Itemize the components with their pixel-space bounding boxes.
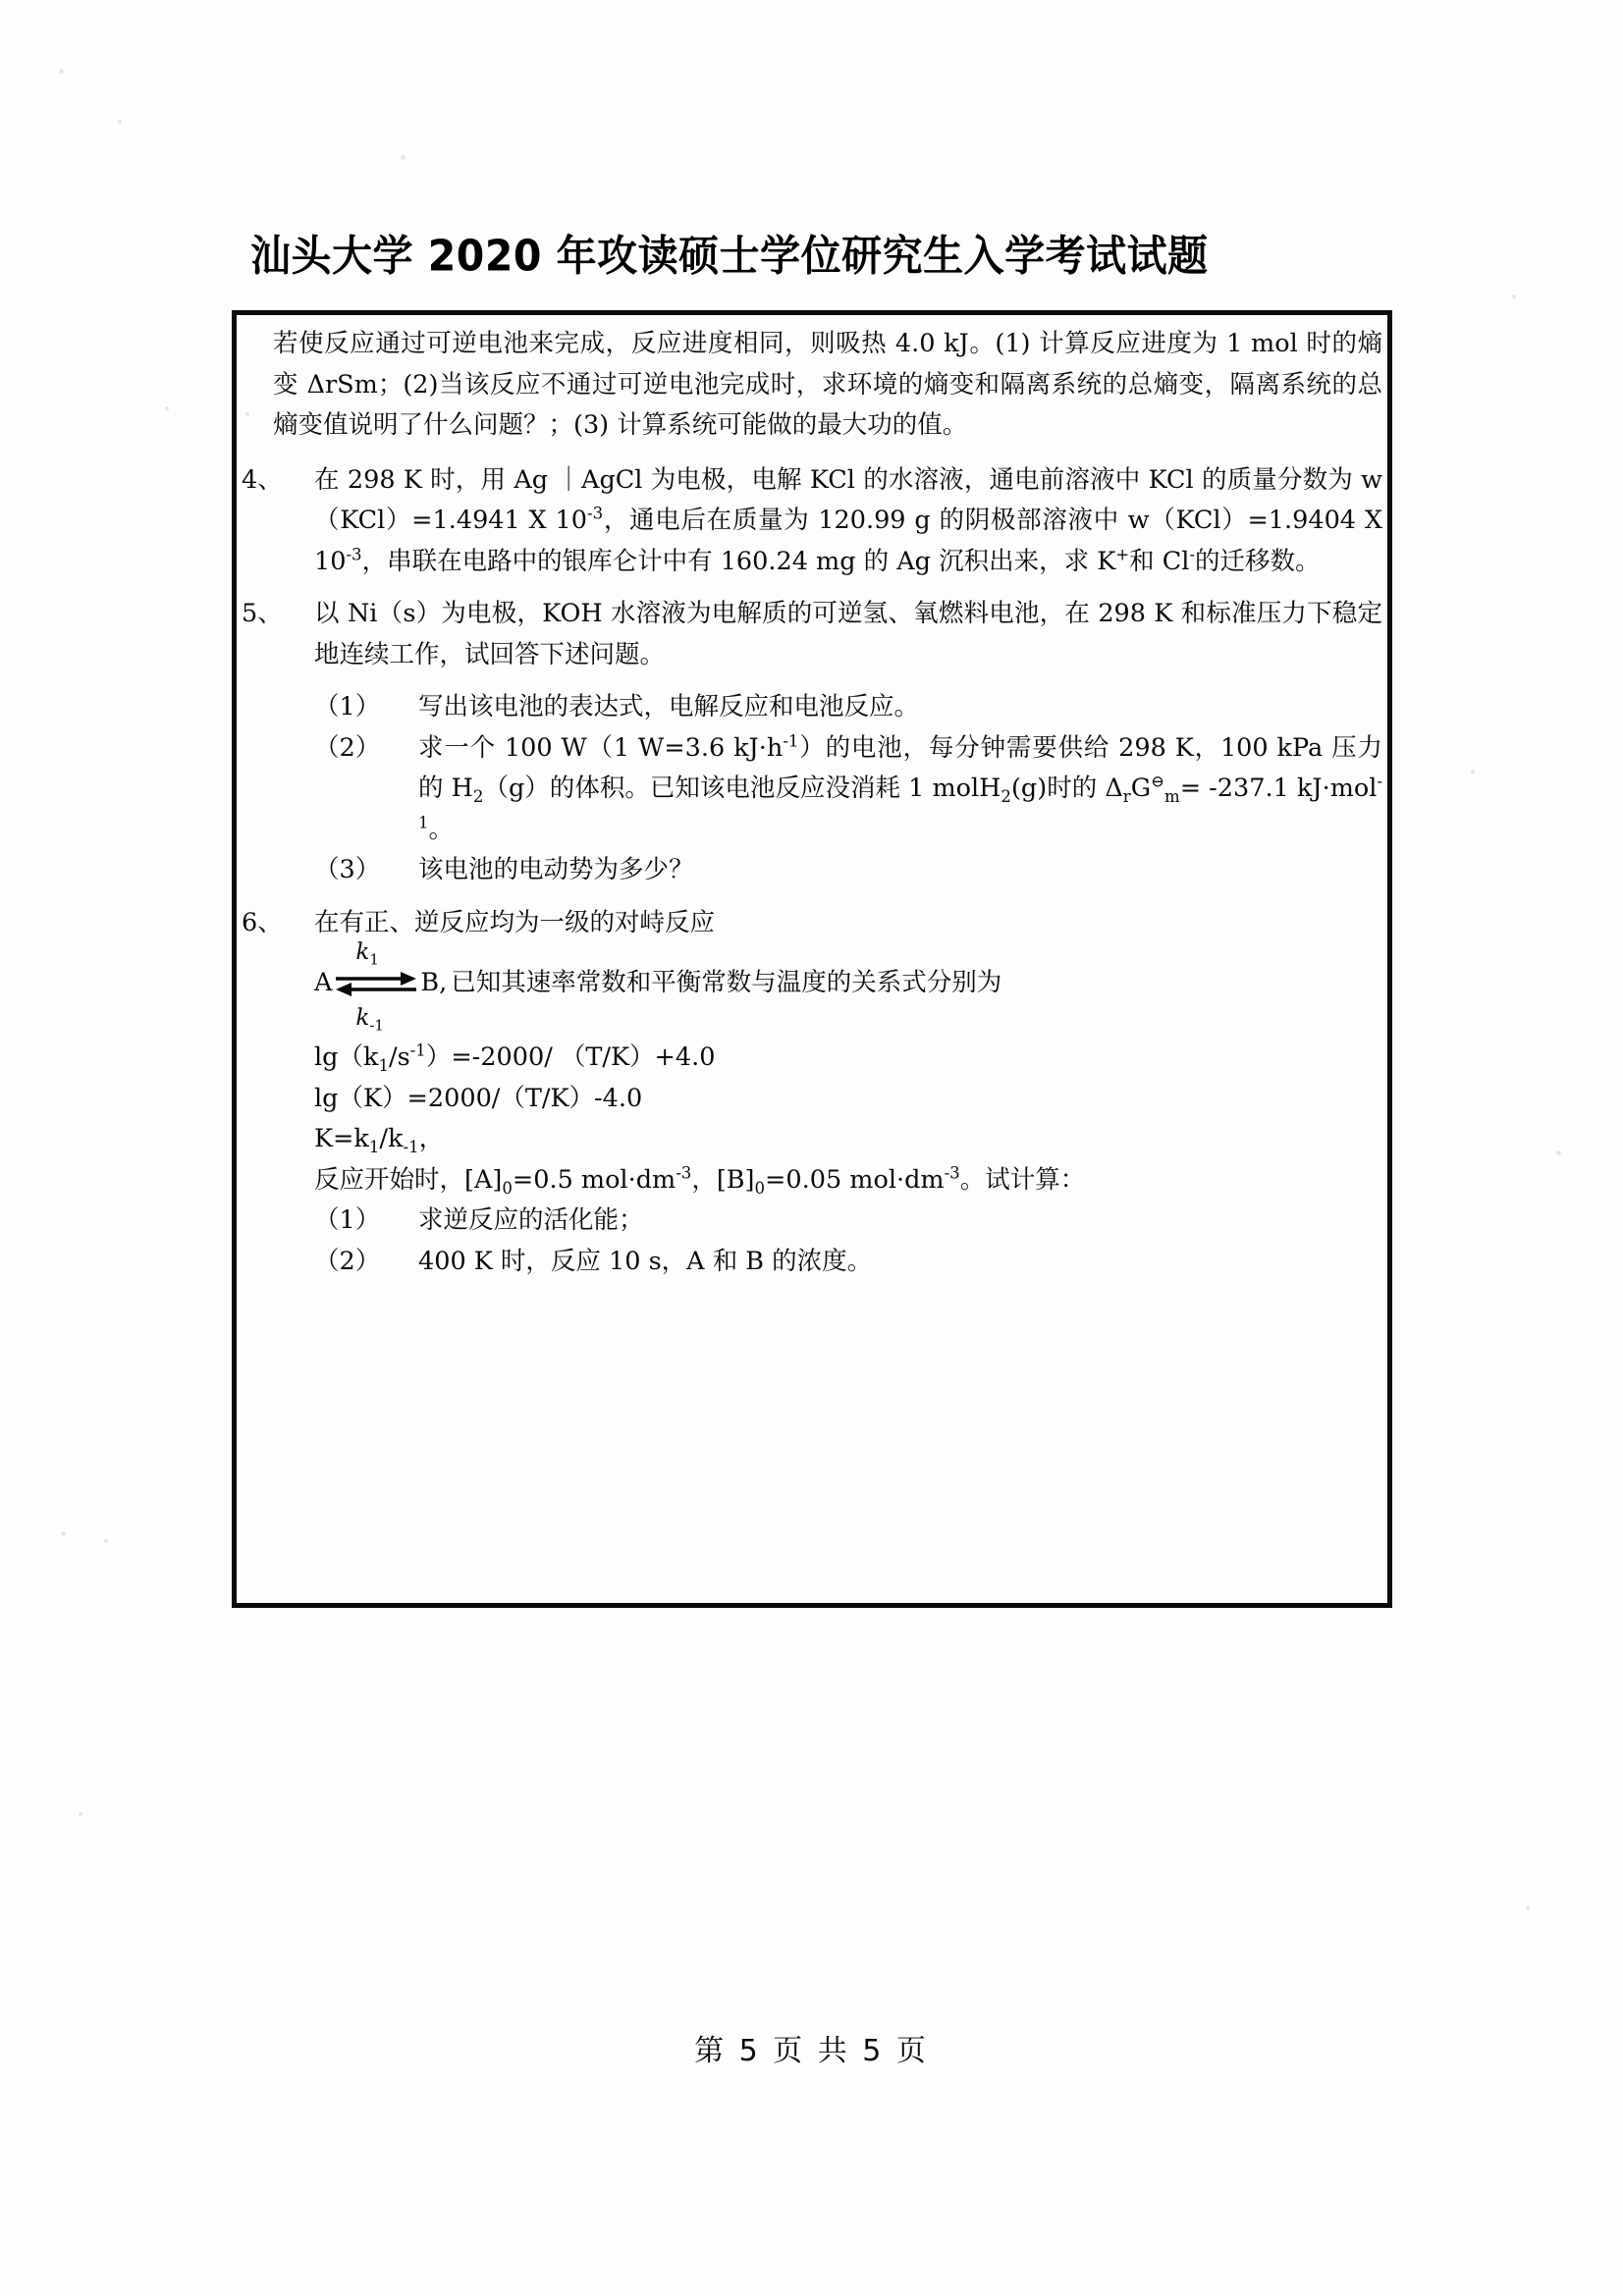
reaction-tail-text: 已知其速率常数和平衡常数与温度的关系式分别为 <box>451 968 1002 998</box>
question-6-number: 6、 <box>242 907 283 937</box>
question-5-sub-1-label: （1） <box>314 692 381 721</box>
forward-rate-constant: $k_1$ <box>355 939 379 969</box>
initial-conditions: 反应开始时，$[A]_0=0.5$ $mol\cdot dm^{-3}$，$[B]_0=0.05$ $mol\cdot dm^{-3}$。试计算： <box>314 1163 1086 1198</box>
formula-1: $\lg(k_1/s^{-1})=-2000/$ （T/K）+4.0 <box>314 1041 716 1076</box>
question-5-sub-1 <box>249 687 1382 728</box>
question-5-number: 5、 <box>242 599 283 628</box>
question-6-sub-2 <box>249 1242 1382 1283</box>
question-6-sub-1-text: 求逆反应的活化能； <box>418 1205 644 1235</box>
intro-paragraph: 若使反应通过可逆电池来完成，反应进度相同，则吸热 4.0 kJ。(1) 计算反应进度为 1 mol 时的熵变 ΔrSm；(2)当该反应不通过可逆电池完成时，求环境的熵变和隔离系统的总熵变，隔离系统的总熵变值说明了什么问题？；(3) 计算系统可能做的最大功的值。 <box>273 329 1382 440</box>
equilibrium-reaction-diagram <box>314 939 448 1035</box>
question-6 <box>242 903 1382 944</box>
reaction-reactant: A <box>314 968 333 998</box>
question-6-sub-2-label: （2） <box>314 1246 381 1276</box>
question-5-sub-2-text: 求一个 100 W（1 W=3.6 $kJ\cdot h^{-1}$）的电池，每分钟需要供给 298 K，100 kPa 压力的 $H_2(g)$的体积。已知该电池反应没消耗 1 molH$_2$(g)时的 $\Delta_rG^⊖_m= -237.1$ kJ·mol$^{-1}$。 <box>418 731 1382 844</box>
question-6-sub-1-label: （1） <box>314 1205 381 1235</box>
question-5-sub-3-label: （3） <box>314 855 381 884</box>
question-5 <box>242 594 1382 675</box>
question-4 <box>242 460 1383 583</box>
reaction-product: B, <box>420 968 448 998</box>
question-6-sub-1 <box>249 1201 1382 1242</box>
question-5-sub-1-text: 写出该电池的表达式，电解反应和电池反应。 <box>418 692 920 721</box>
question-5-sub-3 <box>249 850 1382 891</box>
formula-2: lg（K）=2000/（T/K）-4.0 <box>314 1083 643 1113</box>
question-5-text: 以 Ni（s）为电极，KOH 水溶液为电解质的可逆氢、氧燃料电池，在 298 K 和标准压力下稳定地连续工作，试回答下述问题。 <box>314 599 1382 669</box>
question-6-text: 在有正、逆反应均为一级的对峙反应 <box>314 907 716 937</box>
exam-body <box>232 310 1400 1282</box>
page-title: 汕头大学 2020 年攻读硕士学位研究生入学考试试题 <box>250 231 1209 282</box>
question-6-sub-2-text: 400 K 时，反应 10 s，A 和 B 的浓度。 <box>418 1246 873 1276</box>
reverse-rate-constant: $k_{-1}$ <box>355 1005 384 1035</box>
page-footer: 第 5 页 共 5 页 <box>694 2034 929 2068</box>
question-4-number: 4、 <box>242 464 283 495</box>
question-5-sub-2 <box>249 728 1382 851</box>
equilibrium-reaction-row <box>249 939 1382 1035</box>
equilibrium-arrows-icon <box>334 939 418 1035</box>
question-5-sub-2-label: （2） <box>314 732 381 763</box>
formula-3: $K=k_1/k_{-1}$， <box>314 1124 445 1157</box>
question-5-sub-3-text: 该电池的电动势为多少？ <box>418 855 694 884</box>
question-4-text: 在 298 K 时，用 Ag ｜AgCl 为电极，电解 KCl 的水溶液，通电前溶液中 KCl 的质量分数为 w（KCl）=1.4941 X $10^{-3}$，通电后在质量为 120.99 g 的阴极部溶液中 w（KCl）=1.9404 X $10^{-3}$，串联在电路中的银库仑计中有 160.24 mg 的 Ag 沉积出来，求 K+和 Cl-的迁移数。 <box>314 464 1383 576</box>
